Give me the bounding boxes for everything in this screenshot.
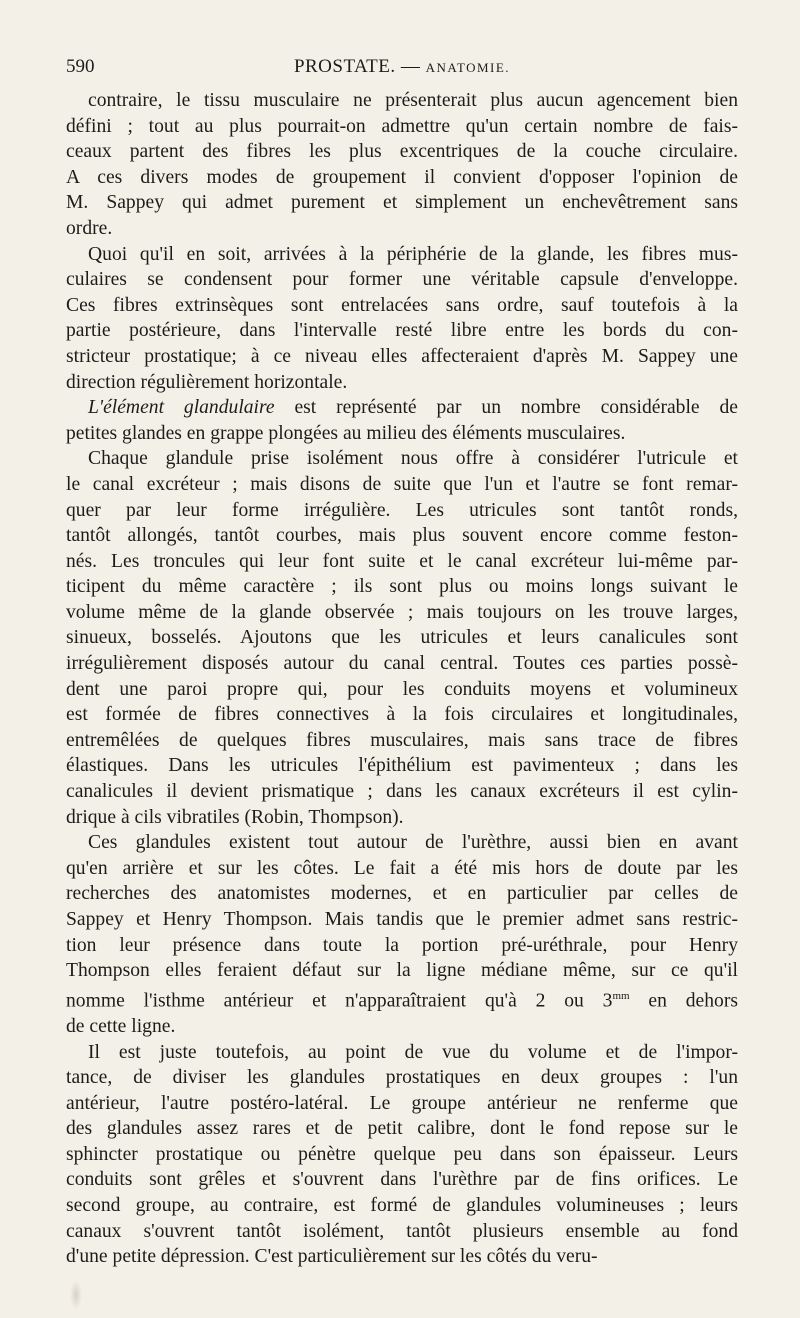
paragraph [66,830,738,1039]
paper-stain [70,1280,82,1310]
text-line: partie postérieure, dans l'intervalle resté libre entre les bords du con- [66,320,738,342]
text-line: défini ; tout au plus pourrait-on admettre qu'un certain nombre de fais- [66,115,738,137]
paragraph [66,242,738,396]
unit-superscript: mm [612,989,630,1002]
text-line: tantôt allongés, tantôt courbes, mais plus souvent encore comme feston- [66,525,738,547]
text-line: recherches des anatomistes modernes, et en particulier par celles de [66,883,738,905]
running-title-main: PROSTATE. — [293,56,421,77]
text-line: Ces glandules existent tout autour de l'urèthre, aussi bien en avant [88,832,738,854]
text-line: ordre. [66,217,113,239]
text-line: Il est juste toutefois, au point de vue du volume et de l'impor- [88,1041,738,1063]
text-line: volume même de la glande observée ; mais toujours on les trouve larges, [66,601,738,623]
text-line: Chaque glandule prise isolément nous offre à considérer l'utricule et [88,448,738,470]
text-line: antérieur, l'autre postéro-latéral. Le groupe antérieur ne renferme que [66,1092,738,1114]
paragraph [66,446,738,830]
text-line: Sappey et Henry Thompson. Mais tandis que le premier admet sans restric- [66,909,738,930]
text-line: nés. Les troncules qui leur font suite et le canal excréteur lui-même par- [66,550,738,572]
paragraph [66,395,738,446]
text-line: sinueux, bosselés. Ajoutons que les utricules et leurs canalicules sont [66,627,738,649]
text-line: canalicules il devient prismatique ; dans les canaux excréteurs il est cylin- [66,781,738,803]
text-line: A ces divers modes de groupement il convient d'opposer l'opinion de [66,166,738,188]
text-line: le canal excréteur ; mais disons de suite que l'un et l'autre se font remar- [66,473,738,495]
text-line: petites glandes en grappe plongées au milieu des éléments musculaires. [66,422,626,444]
text-line: ceaux partent des fibres les plus excentriques de la couche circulaire. [66,141,738,163]
text-line: Quoi qu'il en soit, arrivées à la périphérie de la glande, les fibres mus- [88,243,738,265]
text-line: second groupe, au contraire, est formé de glandules volumineuses ; leurs [66,1195,738,1217]
text-line: irrégulièrement disposés autour du canal central. Toutes ces parties possè- [66,653,738,675]
page-header [66,56,738,84]
text-line: quer par leur forme irrégulière. Les utricules sont tantôt ronds, [66,499,738,521]
page-number: 590 [66,56,95,77]
text-line: de cette ligne. [66,1015,176,1037]
text-line: qu'en arrière et sur les côtes. Le fait a été mis hors de doute par les [66,857,738,879]
text-fragment: nomme l'isthme antérieur et n'apparaîtraient qu'à 2 ou 3 [66,990,613,1012]
text-line: canaux s'ouvrent tantôt isolément, tantôt plusieurs ensemble au fond [66,1220,738,1242]
text-line: tance, de diviser les glandules prostatiques en deux groupes : l'un [66,1067,738,1089]
body-text [66,88,738,1270]
italic-term: L'élément glandulaire [88,397,275,419]
text-line: tion leur présence dans toute la portion pré-uréthrale, pour Henry [66,934,738,956]
text-line: d'une petite dépression. C'est particulièrement sur les côtés du veru- [66,1246,598,1268]
text-line: dent une paroi propre qui, pour les conduits moyens et volumineux [66,678,738,700]
text-line: direction régulièrement horizontale. [66,371,348,393]
text-line: contraire, le tissu musculaire ne présenterait plus aucun agencement bien [88,90,738,111]
text-line: M. Sappey qui admet purement et simplement un enchevêtrement sans [66,192,738,214]
text-line: élastiques. Dans les utricules l'épithélium est pavimenteux ; dans les [66,755,738,777]
text-line: Ces fibres extrinsèques sont entrelacées sans ordre, sauf toutefois à la [66,294,738,316]
text-line: conduits sont grêles et s'ouvrent dans l'urèthre par de fins orifices. Le [66,1169,738,1191]
text-line: des glandules assez rares et de petit calibre, dont le fond repose sur le [66,1118,738,1140]
text-line [66,984,738,1014]
paragraph [66,1040,738,1270]
text-line: sphincter prostatique ou pénètre quelque peu dans son épaisseur. Leurs [66,1143,738,1165]
text-line: est formée de fibres connectives à la fois circulaires et longitudinales, [66,704,738,726]
running-title-sub: ANATOMIE. [425,60,511,75]
running-title [66,56,738,78]
text-line: ticipent du même caractère ; ils sont plus ou moins longs suivant le [66,576,738,598]
text-line: stricteur prostatique; à ce niveau elles affecteraient d'après M. Sappey une [66,345,738,367]
paragraph [66,88,738,242]
text-line: drique à cils vibratiles (Robin, Thompson). [66,806,404,828]
text-line: culaires se condensent pour former une véritable capsule d'enveloppe. [66,269,738,291]
text-line: entremêlées de quelques fibres musculaires, mais sans trace de fibres [66,729,738,751]
text-line [66,395,738,421]
text-fragment: en dehors [629,990,738,1012]
text-fragment: est représenté par un nombre considérable de [274,397,738,419]
text-line: Thompson elles feraient défaut sur la ligne médiane même, sur ce qu'il [66,960,738,982]
